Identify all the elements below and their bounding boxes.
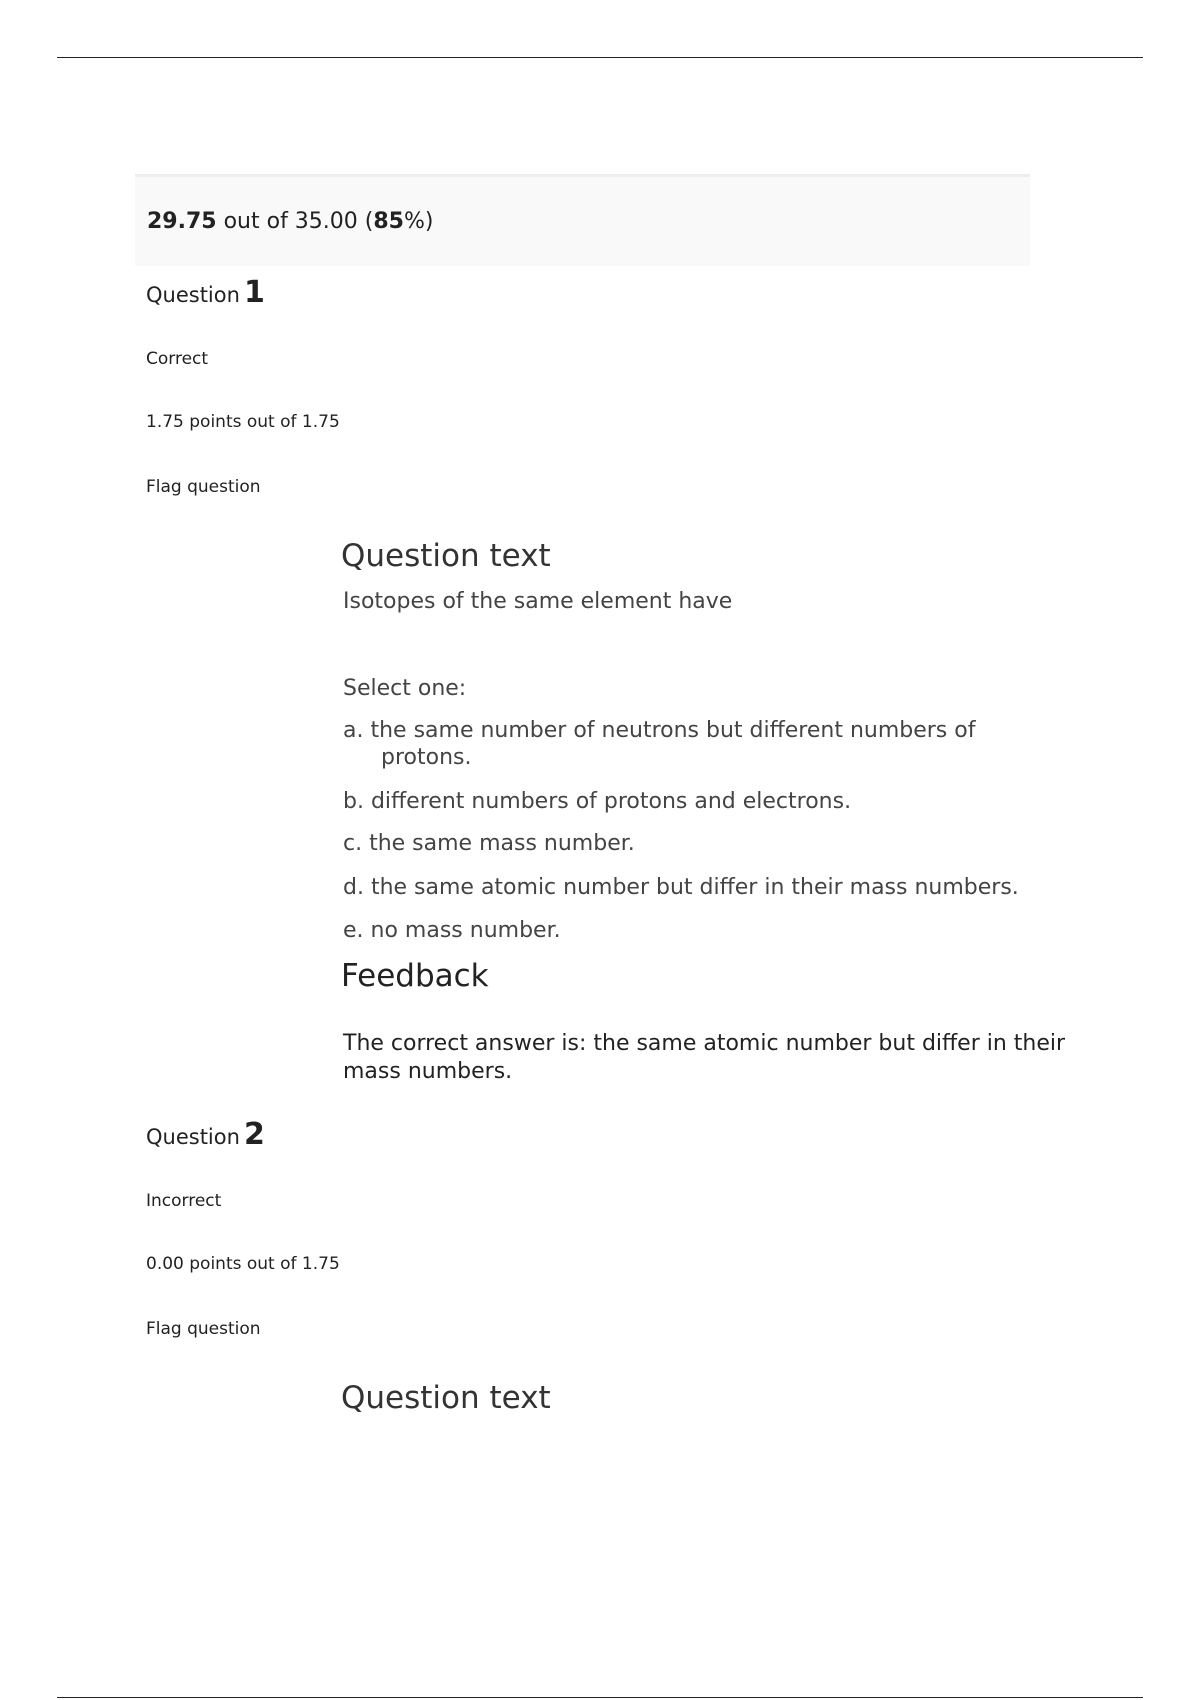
question-1-points: 1.75 points out of 1.75 <box>146 412 340 432</box>
grade-out-of: out of 35.00 ( <box>216 209 374 234</box>
question-2-label: Question <box>146 1125 240 1149</box>
question-1-text-heading: Question text <box>341 538 551 574</box>
question-1-prompt: Isotopes of the same element have <box>343 589 733 614</box>
grade-percent: 85 <box>373 209 404 234</box>
page-top-rule <box>57 57 1143 58</box>
option-e-text: e. no mass number. <box>343 918 561 943</box>
option-b-text: b. different numbers of protons and electrons. <box>343 789 852 814</box>
question-1-option-a[interactable] <box>343 717 1063 771</box>
question-2-status: Incorrect <box>146 1191 222 1211</box>
question-1-label: Question <box>146 283 240 307</box>
option-c-text: c. the same mass number. <box>343 831 635 856</box>
option-a-line2: protons. <box>381 745 472 770</box>
question-2-text-heading: Question text <box>341 1380 551 1416</box>
question-1-status: Correct <box>146 349 209 369</box>
question-2-flag-link[interactable]: Flag question <box>146 1319 261 1339</box>
grade-summary <box>135 174 1030 266</box>
option-d-text: d. the same atomic number but differ in their mass numbers. <box>343 875 1019 900</box>
question-1-option-d[interactable] <box>343 874 1063 901</box>
question-1-feedback-text: The correct answer is: the same atomic number but differ in their mass numbers. <box>343 1031 1066 1084</box>
question-2-number: 2 <box>243 1117 265 1152</box>
grade-score: 29.75 <box>147 209 217 234</box>
question-1-option-c[interactable] <box>343 830 1063 857</box>
question-1-select-label: Select one: <box>343 676 467 701</box>
question-2-heading <box>146 1117 265 1152</box>
question-1-option-b[interactable] <box>343 788 1063 815</box>
question-1-number: 1 <box>243 275 265 310</box>
question-1-flag-link[interactable]: Flag question <box>146 477 261 497</box>
question-2-points: 0.00 points out of 1.75 <box>146 1254 340 1274</box>
question-1-option-e[interactable] <box>343 917 1063 944</box>
question-1-heading <box>146 275 265 310</box>
grade-percent-suffix: %) <box>404 209 434 234</box>
grade-summary-text <box>147 209 434 234</box>
option-a-line1: a. the same number of neutrons but different numbers of <box>343 718 976 743</box>
question-1-feedback-heading: Feedback <box>341 958 489 994</box>
page-bottom-rule <box>57 1697 1143 1698</box>
